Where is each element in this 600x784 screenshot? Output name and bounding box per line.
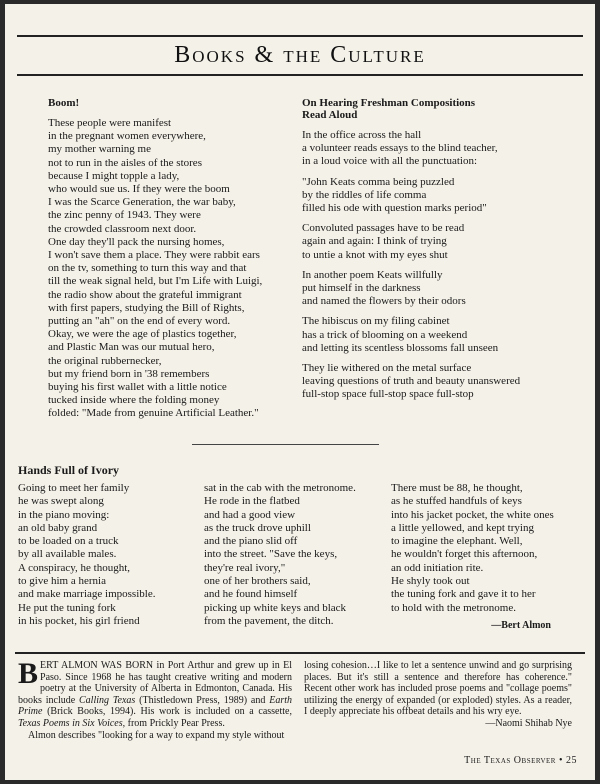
- bio-column-1: [18, 657, 292, 741]
- poem-line: In the office across the hall: [302, 129, 422, 141]
- poem-stanza: [302, 315, 572, 355]
- poem-line: He shyly took out: [391, 575, 470, 588]
- poem-line: to hold with the metronome.: [391, 601, 516, 614]
- bio-text: (Thistledown Press, 1989) and: [135, 694, 270, 706]
- poem-line: with first papers, studying the Bill of Rights,: [48, 301, 245, 314]
- poem-line: buying his first wallet with a little notice: [48, 381, 227, 394]
- poem-line: a volunteer reads essays to the blind teacher,: [302, 142, 498, 155]
- poem-line: He put the tuning fork: [18, 601, 116, 614]
- poem-line: who would sue us. If they were the boom: [48, 183, 230, 196]
- poem-line: I was the Scarce Generation, the war baby,: [48, 196, 236, 209]
- poem-line: A conspiracy, he thought,: [18, 561, 131, 574]
- poem-line: not to run in the aisles of the stores: [48, 156, 202, 169]
- poem-line: In another poem Keats willfully: [302, 268, 443, 281]
- poem-line: He rode in the flatbed: [204, 495, 300, 508]
- poem-line: Convoluted passages have to be read: [302, 222, 465, 235]
- poem-stanza: [302, 129, 572, 169]
- poem-line: on the tv, something to turn this way and that: [48, 262, 247, 275]
- poem-line: Going to meet her family: [18, 482, 130, 494]
- poem-line: he wouldn't forget this afternoon,: [391, 548, 538, 561]
- poem-hands-column-2: [204, 482, 356, 628]
- poem-freshman-compositions: [302, 97, 572, 409]
- poem-stanza: [302, 176, 572, 216]
- poem-line: and named the flowers by their odors: [302, 295, 466, 308]
- poem-line: in his pocket, his girl friend: [18, 614, 140, 627]
- poem-line: by all available males.: [18, 548, 117, 561]
- poem-line: and he found himself: [204, 588, 298, 601]
- drop-cap: B: [18, 657, 39, 690]
- book-title: Earth Prime: [18, 694, 292, 718]
- poem-line: a little yellowed, and kept trying: [391, 521, 534, 534]
- bio-text: losing cohesion…I like to let a sentence unwind and go surprising places. But it's still a sentence and therefore has coherence." Recent other work has included prose poems and "collage poems" utilizing the energy of expanded (or exploded) styles. As a reader, I deeply appreciate his offbeat details and his wry eye.: [304, 660, 572, 718]
- book-title: Calling Texas: [79, 694, 136, 706]
- poem-hands-column-3: [391, 482, 554, 632]
- page-number: 25: [566, 755, 577, 766]
- poem-signature: —Bert Almon: [491, 619, 551, 631]
- poem-body-freshman: [302, 129, 572, 402]
- poem-title-line: On Hearing Freshman Compositions: [302, 97, 476, 109]
- poem-stanza: [302, 222, 572, 262]
- poem-line: filled his ode with question marks period": [302, 202, 487, 215]
- magazine-page: [5, 4, 595, 780]
- poem-line: and make marriage impossible.: [18, 588, 156, 601]
- poem-line: because I might topple a lady,: [48, 169, 180, 182]
- poem-line: and had a good view: [204, 508, 296, 521]
- poem-line: in a loud voice with all the punctuation:: [302, 155, 478, 168]
- poem-line: one of her brothers said,: [204, 575, 311, 588]
- poem-line: to imagine the elephant. Well,: [391, 535, 523, 548]
- poem-line: One day they'll pack the nursing homes,: [48, 235, 225, 248]
- poem-title-hands: Hands Full of Ivory: [18, 463, 120, 477]
- poem-line: I won't save them a place. They were rabbit ears: [48, 249, 260, 262]
- poem-line: and Plastic Man was our mutual hero,: [48, 341, 215, 354]
- poem-line: and the piano slid off: [204, 535, 298, 548]
- poem-line: from the pavement, the ditch.: [204, 614, 334, 627]
- poem-line: the radio show about the grateful immigrant: [48, 288, 242, 301]
- poem-line: the crowded classroom next door.: [48, 222, 197, 235]
- poem-line: till the weak signal held, but I'm Life with Luigi,: [48, 275, 263, 288]
- poem-line: in the pregnant women everywhere,: [48, 130, 206, 143]
- bio-paragraph: Almon describes "looking for a way to expand my style without: [28, 729, 285, 741]
- bio-text: (Brick Books, 1994). His work is included on a cassette,: [42, 706, 292, 718]
- poem-line: Okay, we were the age of plastics together,: [48, 328, 237, 341]
- poem-line: has a trick of blooming on a weekend: [302, 328, 468, 341]
- bio-text: from Prickly Pear Press.: [125, 717, 225, 729]
- poem-line: put himself in the darkness: [302, 282, 421, 295]
- poem-line: into his jacket pocket, the white ones: [391, 508, 554, 521]
- poem-line: by the riddles of life comma: [302, 188, 427, 201]
- section-title: Books & the Culture: [174, 42, 426, 68]
- poem-line: they're real ivory,": [204, 561, 286, 574]
- poem-line: to untie a knot with my eyes shut: [302, 248, 448, 261]
- poem-line: as the truck drove uphill: [204, 521, 311, 534]
- poem-line: the zinc penny of 1943. They were: [48, 209, 201, 222]
- section-divider: [192, 444, 379, 445]
- poem-line: in the piano moving:: [18, 508, 110, 521]
- bio-rule: [15, 652, 585, 654]
- poem-line: There must be 88, he thought,: [391, 482, 523, 494]
- poem-line: my mother warning me: [48, 143, 151, 156]
- poem-stanza: [302, 362, 572, 402]
- poem-line: the tuning fork and gave it to her: [391, 588, 536, 601]
- poem-boom: [48, 97, 300, 421]
- poem-line: an odd initiation rite.: [391, 561, 484, 574]
- bio-credit: —Naomi Shihab Nye: [485, 717, 572, 729]
- poem-line: to give him a hernia: [18, 575, 106, 588]
- poem-title-freshman: [302, 97, 572, 121]
- poem-stanza: [302, 269, 572, 309]
- poem-line: as he stuffed handfuls of keys: [391, 495, 522, 508]
- book-title: Texas Poems in Six Voices,: [18, 717, 126, 729]
- poem-line: The hibiscus on my filing cabinet: [302, 315, 450, 328]
- poem-line: he was swept along: [18, 495, 104, 508]
- poem-line: an old baby grand: [18, 521, 98, 534]
- bio-column-2: [304, 660, 572, 730]
- poem-title-line: Read Aloud: [302, 109, 358, 121]
- poem-line: into the street. "Save the keys,: [204, 548, 338, 561]
- poem-body-boom: [48, 117, 300, 421]
- poem-line: full-stop space full-stop space full-stop: [302, 388, 474, 401]
- poem-hands-column-1: [18, 482, 155, 628]
- poem-line: picking up white keys and black: [204, 601, 347, 614]
- bio-text: ERT ALMON WAS BORN in Port Arthur and grew up in El Paso. Since 1968 he has taught creative writing and modern poetry at the University of Alberta in Edmonton, Canada. His books include: [18, 660, 292, 706]
- poem-line: and letting its scentless blossoms fall unseen: [302, 341, 499, 354]
- publication-name: The Texas Observer: [464, 755, 556, 766]
- page-footer: [464, 755, 577, 766]
- poem-line: to be loaded on a truck: [18, 535, 119, 548]
- poem-line: "John Keats comma being puzzled: [302, 175, 455, 188]
- poem-line: folded: "Made from genuine Artificial Leather.": [48, 407, 259, 420]
- poem-line: tucked inside where the folding money: [48, 394, 220, 407]
- poem-line: the original rubbernecker,: [48, 354, 162, 367]
- header-top-rule: [17, 35, 583, 37]
- poem-line: again and again: I think of trying: [302, 235, 447, 248]
- poem-line: sat in the cab with the metronome.: [204, 482, 356, 494]
- poem-line: leaving questions of truth and beauty unanswered: [302, 375, 521, 388]
- footer-separator: •: [555, 755, 566, 766]
- poem-line: They lie withered on the metal surface: [302, 362, 472, 375]
- poem-line: putting an "ah" on the end of every word.: [48, 315, 231, 328]
- header-bottom-rule: [17, 74, 583, 76]
- poem-line: but my friend born in '38 remembers: [48, 367, 210, 380]
- poem-title-boom: Boom!: [48, 97, 80, 109]
- poem-line: These people were manifest: [48, 117, 172, 129]
